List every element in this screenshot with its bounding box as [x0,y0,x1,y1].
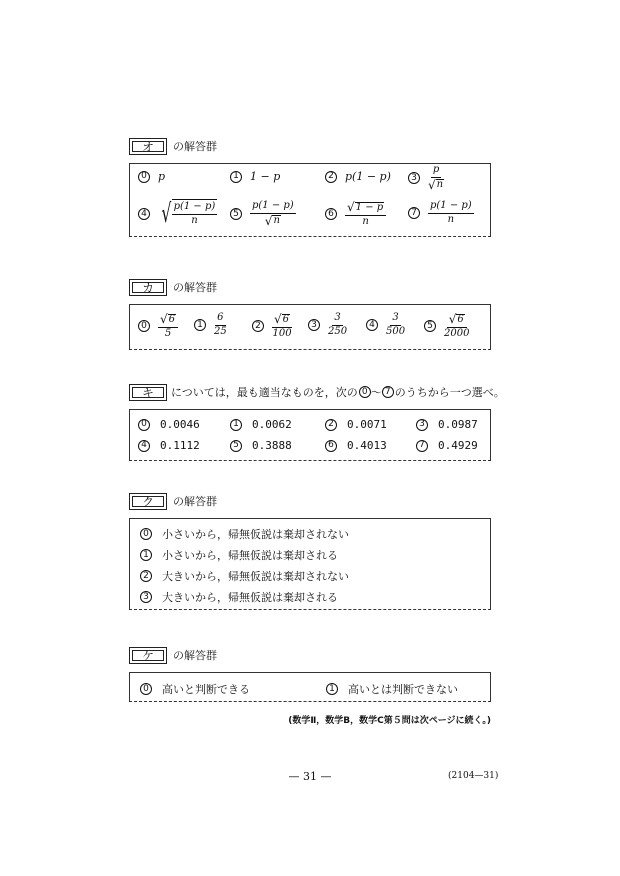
section-ki-header [129,382,509,402]
option-value: 0.0987 [438,418,478,431]
option-ka-3[interactable] [308,313,347,337]
option-number: 3 [140,591,152,603]
square-root: √ $\frac{p(1 - p)}{n}$ [161,199,216,229]
section-ku [129,491,491,610]
option-number: 1 [194,319,206,331]
option-text: 大きいから，帰無仮説は棄却される [162,591,338,604]
instruction-b: のうちから一つ選べ。 [394,386,505,399]
answer-box-ka [129,304,491,350]
fraction: √ 1 − p n [345,201,386,227]
option-number: 1 [230,171,242,183]
option-number: 0 [140,683,152,695]
option-ki-3[interactable] [416,418,478,431]
option-ki-6[interactable] [325,439,387,452]
option-o-6[interactable] [325,201,386,227]
option-number: 4 [138,440,150,452]
answer-label-ku: ク [129,493,167,510]
option-ku-1[interactable] [140,547,338,563]
option-o-2[interactable] [325,170,391,183]
option-number: 6 [325,208,337,220]
fraction: $\frac{3}{250}$ [328,312,348,337]
answer-box-ki [129,409,491,461]
option-o-4[interactable] [138,199,217,229]
answer-label-ka: カ [129,279,167,296]
option-text: p(1 − p) [345,170,391,183]
fraction: √ 6 100 [272,312,292,339]
section-ke [129,645,491,702]
answer-box-o [129,163,491,237]
option-ki-0[interactable] [138,418,200,431]
section-ku-header [129,491,491,511]
option-number: 1 [140,549,152,561]
option-number: 0 [140,528,152,540]
option-text: 高いと判断できる [162,683,250,696]
answer-label-ke: ケ [129,647,167,664]
option-text: 大きいから，帰無仮説は棄却されない [162,570,349,583]
option-text: 小さいから，帰無仮説は棄却されない [162,528,349,541]
section-o-header [129,136,491,156]
answer-label-o: オ [129,138,167,155]
section-ke-header [129,645,491,665]
option-text: 小さいから，帰無仮説は棄却される [162,549,338,562]
option-ki-1[interactable] [230,418,292,431]
instruction-a: については，最も適当なものを，次の [171,386,358,399]
option-o-7[interactable] [408,201,474,225]
fraction: √ 6 5 [158,313,178,339]
option-number: 5 [230,440,242,452]
option-number: 1 [326,683,338,695]
option-number: 3 [308,319,320,331]
answer-box-ke [129,672,491,702]
option-number: 7 [416,440,428,452]
range-from: 0 [359,386,371,398]
option-text: 1 − p [250,170,281,183]
option-number: 2 [252,320,264,332]
fraction: $\frac{3}{500}$ [386,312,406,337]
option-value: 0.4013 [347,439,387,452]
option-value: 0.0062 [252,418,292,431]
option-ke-0[interactable] [140,681,250,697]
option-ke-1[interactable] [326,681,458,697]
option-ku-0[interactable] [140,526,349,542]
section-o [129,136,491,237]
section-ku-title: の解答群 [173,495,217,508]
section-o-title: の解答群 [173,140,217,153]
section-ki [129,382,509,461]
option-value: 0.1112 [160,439,200,452]
option-number: 2 [325,419,337,431]
option-number: 3 [408,172,420,184]
page-code: (2104—31) [448,771,499,781]
option-ki-4[interactable] [138,439,200,452]
section-ka [129,277,491,350]
option-ku-2[interactable] [140,568,349,584]
option-number: 3 [416,419,428,431]
option-number: 0 [138,419,150,431]
page-number: — 31 — [288,770,332,783]
option-ki-2[interactable] [325,418,387,431]
option-value: 0.3888 [252,439,292,452]
continuation-note: (数学Ⅱ，数学B，数学C第５問は次ページに続く。) [288,716,491,726]
option-o-0[interactable] [138,170,165,183]
fraction: $\frac{p(1 - p)}{n}$ [430,200,472,225]
option-number: 2 [140,570,152,582]
option-ka-5[interactable] [424,313,469,339]
fraction: $\frac{6}{25}$ [214,312,227,337]
option-value: 0.0071 [347,418,387,431]
fraction: p(1 − p) √ n [252,200,294,228]
range-to: 7 [382,386,394,398]
option-value: 0.0046 [160,418,200,431]
section-ka-header [129,277,491,297]
option-text: p [158,170,166,183]
section-ka-title: の解答群 [173,281,217,294]
option-ka-2[interactable] [252,313,292,339]
option-number: 4 [366,319,378,331]
option-number: 1 [230,419,242,431]
option-number: 0 [138,320,150,332]
fraction: √ 6 2000 [444,312,470,339]
option-ki-5[interactable] [230,439,292,452]
option-ka-1[interactable] [194,313,227,337]
option-ka-4[interactable] [366,313,405,337]
option-ka-0[interactable] [138,313,178,339]
option-number: 0 [138,171,150,183]
fraction: p √ n [428,164,444,192]
option-number: 2 [325,171,337,183]
answer-box-ku [129,518,491,610]
answer-label-ki: キ [129,384,167,401]
option-value: 0.4929 [438,439,478,452]
option-ki-7[interactable] [416,439,478,452]
option-number: 5 [230,208,242,220]
option-o-1[interactable] [230,170,280,183]
option-text: 高いとは判断できない [348,683,458,696]
section-ke-title: の解答群 [173,649,217,662]
option-number: 7 [408,207,420,219]
option-o-3[interactable] [408,165,444,191]
option-ku-3[interactable] [140,589,338,605]
option-o-5[interactable] [230,201,296,227]
option-number: 4 [138,208,150,220]
option-number: 6 [325,440,337,452]
range-sep: 〜 [370,386,382,399]
option-number: 5 [424,320,436,332]
